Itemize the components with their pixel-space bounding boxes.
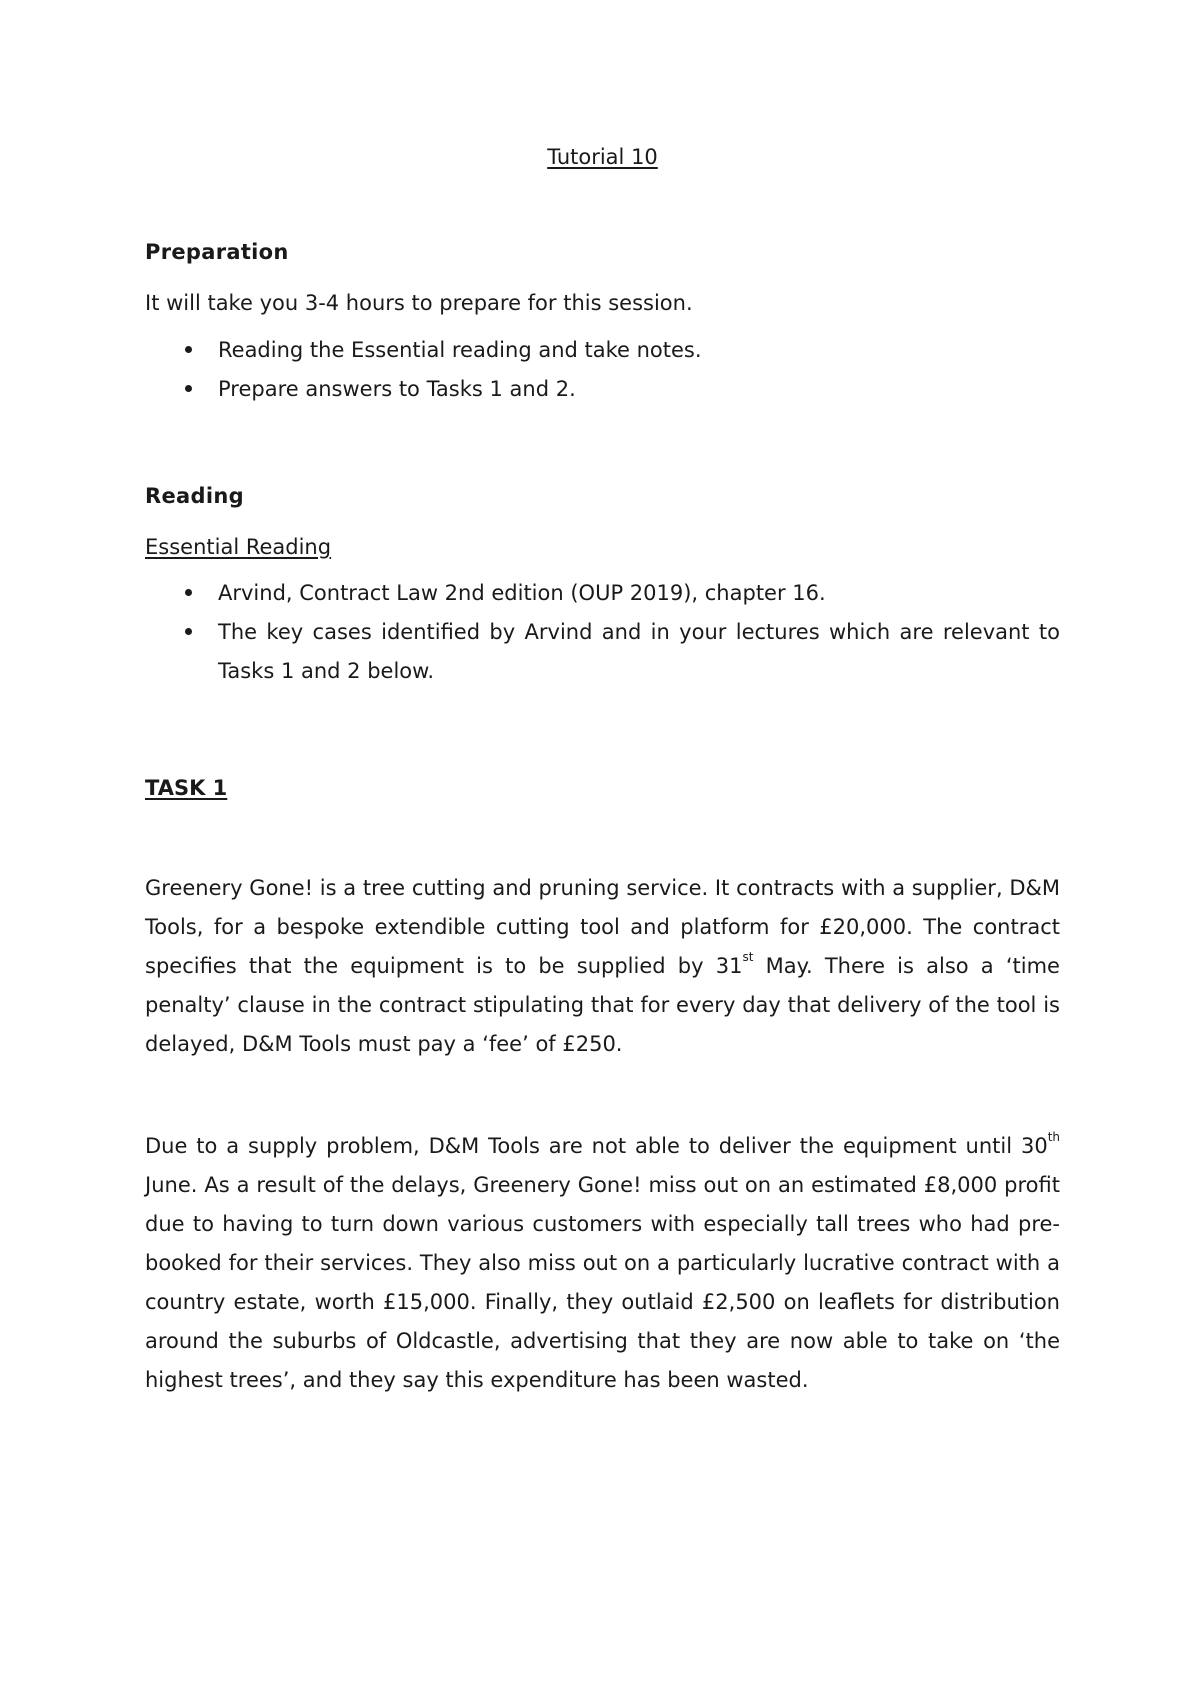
list-item: Arvind, Contract Law 2nd edition (OUP 2019), chapter 16. bbox=[145, 574, 1060, 613]
reading-heading: Reading bbox=[145, 484, 244, 508]
preparation-intro: It will take you 3-4 hours to prepare for this session. bbox=[145, 291, 693, 315]
preparation-heading: Preparation bbox=[145, 240, 289, 264]
essential-reading-subheading: Essential Reading bbox=[145, 535, 332, 559]
document-page bbox=[145, 0, 1060, 1698]
list-item: Prepare answers to Tasks 1 and 2. bbox=[145, 370, 1060, 409]
preparation-list bbox=[145, 331, 1060, 409]
list-item: The key cases identified by Arvind and in your lectures which are relevant to Tasks 1 and 2 below. bbox=[145, 613, 1060, 691]
reading-list bbox=[145, 574, 1060, 691]
bullet-icon bbox=[185, 589, 192, 596]
task1-heading: TASK 1 bbox=[145, 776, 228, 800]
list-item: Reading the Essential reading and take notes. bbox=[145, 331, 1060, 370]
bullet-icon bbox=[185, 628, 192, 635]
task1-paragraph-2: Due to a supply problem, D&M Tools are not able to deliver the equipment until 30th June. As a result of the delays, Greenery Gone! miss out on an estimated £8,000 profit due to having to turn down various customers with especially tall trees who had pre-booked for their services. They also miss out on a particularly lucrative contract with a country estate, worth £15,000. Finally, they outlaid £2,500 on leaflets for distribution around the suburbs of Oldcastle, advertising that they are now able to take on ‘the highest trees’, and they say this expenditure has been wasted. bbox=[145, 1130, 1060, 1392]
task1-paragraph-1: Greenery Gone! is a tree cutting and pruning service. It contracts with a supplier, D&M Tools, for a bespoke extendible cutting tool and platform for £20,000. The contract specifies that the equipment is to be supplied by 31st May. There is also a ‘time penalty’ clause in the contract stipulating that for every day that delivery of the tool is delayed, D&M Tools must pay a ‘fee’ of £250. bbox=[145, 876, 1060, 1056]
bullet-icon bbox=[185, 385, 192, 392]
document-title: Tutorial 10 bbox=[547, 145, 658, 169]
bullet-icon bbox=[185, 346, 192, 353]
